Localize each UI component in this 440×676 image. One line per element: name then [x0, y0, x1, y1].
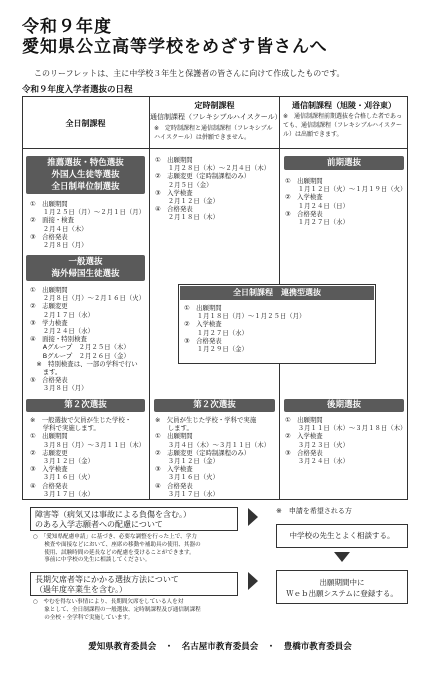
zenki-schedule: ① 出願期間 １月１２日（火）〜１月１９日（火） ② 入学検査 １月２４日（日） ③ 合格発表 １月２７日（水） — [285, 177, 407, 227]
lead-text: このリーフレットは、主に中学校３年生と保護者の皆さんに向けて作成したものです。 — [34, 69, 345, 78]
title-line2: 愛知県公立高等学校をめざす皆さんへ — [22, 37, 328, 57]
title-line1: 令和９年度 — [22, 17, 112, 37]
col2-second-selection-schedule: ※ 欠員が生じた学校・学科で実施 します。 ① 出願期間 ３月４日（木）〜３月１１日（木） ② 志願変更（定時制課程のみ） ３月１２日（金） ③ 入学検査 ３月１６日（火） ④ 合格発表 ３月１７日（水） — [155, 416, 271, 498]
kouki-schedule: ① 出願期間 ３月１１日（木）〜３月１８日（木） ② 入学検査 ３月２３日（火） ③ 合格発表 ３月２４日（水） — [285, 416, 407, 466]
col1-second-selection-schedule: ※ 一般選抜で欠員が生じた学校・ 学科で実施します。 ① 出願期間 ３月８日（月）〜３月１１日（木） ② 志願変更 ３月１２日（金） ③ 入学検査 ３月１６日（火） ④ 合格発表 ３月１７日（水） — [30, 416, 146, 498]
col2-header-line2: 通信制課程（フレキシブルハイスクール） — [150, 113, 282, 121]
renkei-bar: 全日制課程 連携型選抜 — [180, 286, 374, 300]
long-absence-text: ○ やむを得ない事情により、長期間欠席をしている人を対 象として、全日制課程の一般選抜、定時制課程及び通信制課程 の全校・全学科で実施しています。 — [33, 599, 201, 621]
suisen-schedule: ① 出願期間 １月２５日（月）〜２月１日（月） ② 面接・検査 ２月４日（木） ③ 合格発表 ２月８日（月） — [30, 200, 146, 250]
teijisei-schedule: ① 出願期間 １月２８日（木）〜２月４日（木） ② 志願変更（定時制課程のみ） ２月５日（金） ③ 入学検査 ２月１２日（金） ④ 合格発表 ２月１８日（木） — [155, 156, 271, 222]
web-register-box: 出願期間中に Ｗｅｂ出願システムに登録する。 — [276, 570, 408, 604]
suisen-senbatsu-bar: 推薦選抜・特色選抜 外国人生徒等選抜 全日制単位制選抜 — [26, 156, 145, 194]
disability-box: 障害等（病気又は事故による負傷を含む。） のある入学志願者への配慮について — [30, 507, 238, 531]
col3-header-note: ※ 通信制課程前期選抜を合格した者であっても、通信制課程（フレキシブルハイスクール）は出願できます。 — [283, 113, 402, 138]
ippan-senbatsu-bar: 一般選抜 海外帰国生徒選抜 — [26, 255, 145, 281]
ippan-schedule: ① 出願期間 ２月８日（月）〜２月１６日（火） ② 志願変更 ２月１７日（水） ③ 学力検査 ２月２４日（水） ④ 面接・特別検査 Aグループ ２月２５日（木） Bグループ ２月２６日（金） ※ 特別検査は、一部の学科で行い ます。 ⑤ 合格発表 ３月８日（月） — [30, 286, 146, 393]
col3-header-line1: 通信制課程（旭陵・刈谷東） — [292, 101, 396, 110]
zenki-senbatsu-bar: 前期選抜 — [284, 156, 404, 170]
apply-note: ※ 申請を希望される方 — [276, 507, 352, 515]
col2-second-selection-bar: 第２次選抜 — [154, 399, 275, 412]
col1-second-selection-bar: 第２次選抜 — [26, 399, 145, 412]
arrow-down-icon — [334, 552, 350, 562]
col2-header-line1: 定時制課程 — [194, 101, 235, 110]
table-divider — [149, 96, 150, 500]
disability-text: ○ 「愛知県配慮申請」に基づき、必要な調整を行った上で、学力 検査や面接などにおいて、座席の移動や補助具の使用、其器の 使用、試験時間の延長などの配慮を受けることができます。 事前に中学校の先生に相談してください。 — [33, 534, 201, 564]
schedule-title: 令和９年度入学者選抜の日程 — [22, 85, 133, 95]
arrow-right-icon — [248, 508, 258, 526]
table-header-divider — [22, 148, 408, 149]
long-absence-box: 長期欠席者等にかかる選抜方法について （過年度卒業生を含む。） — [30, 572, 238, 596]
footer: 愛知県教育委員会 ・ 名古屋市教育委員会 ・ 豊橋市教育委員会 — [88, 642, 352, 652]
consult-teacher-box: 中学校の先生とよく相談する。 — [276, 524, 408, 548]
renkei-schedule: ① 出願期間 １月１８日（月）〜１月２５日（月） ② 入学検査 １月２７日（水） ③ 合格発表 １月２９日（金） — [184, 304, 306, 354]
col1-header: 全日制課程 — [65, 119, 106, 128]
arrow-right-icon — [248, 572, 258, 590]
kouki-senbatsu-bar: 後期選抜 — [284, 399, 404, 412]
col2-header-note: ※ 定時制課程と通信制課程（フレキシブルハイスクール）は併願できません。 — [154, 125, 273, 141]
